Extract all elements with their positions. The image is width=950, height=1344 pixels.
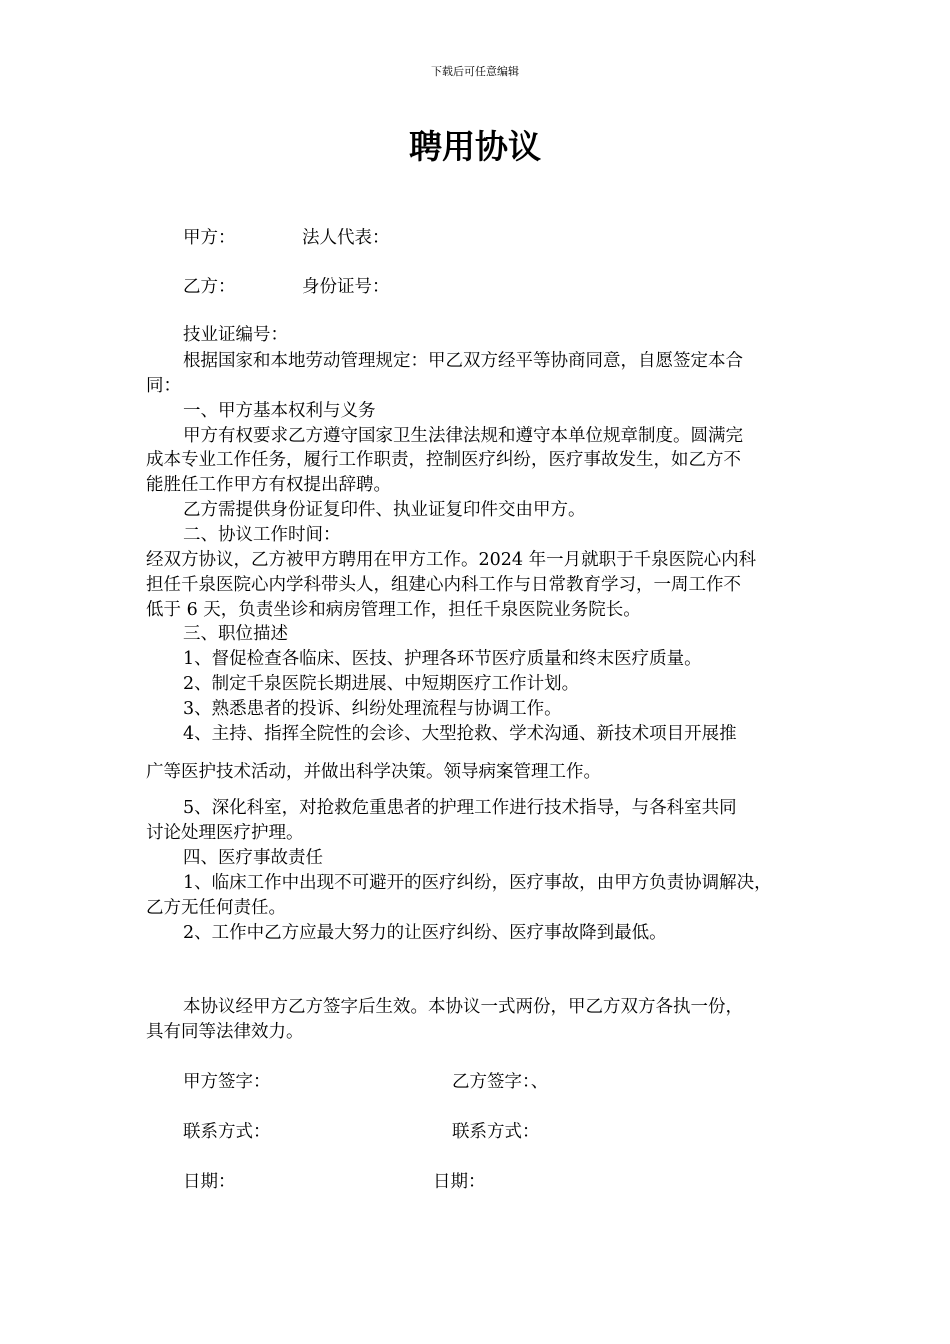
list-item: 5、深化科室，对抢救危重患者的护理工作进行技术指导，与各科室共同 — [183, 798, 737, 818]
party-b-label: 乙方： — [183, 277, 236, 297]
list-item-continuation: 广等医护技术活动，并做出科学决策。领导病案管理工作。 — [146, 762, 601, 782]
party-b-contact-label: 联系方式： — [452, 1122, 540, 1142]
list-item-continuation: 讨论处理医疗护理。 — [146, 823, 304, 843]
list-item: 2、制定千泉医院长期进展、中短期医疗工作计划。 — [183, 674, 580, 694]
party-a-label: 甲方： — [183, 228, 236, 248]
intro-line: 根据国家和本地劳动管理规定：甲乙双方经平等协商同意，自愿签定本合 — [183, 351, 743, 371]
id-number-label: 身份证号： — [302, 277, 390, 297]
paragraph-line: 经双方协议，乙方被甲方聘用在甲方工作。2024 年一月就职于千泉医院心内科 — [146, 550, 757, 570]
section-heading: 一、甲方基本权利与义务 — [183, 401, 376, 421]
party-b-signature-label: 乙方签字：、 — [452, 1072, 549, 1092]
list-item: 1、督促检查各临床、医技、护理各环节医疗质量和终末医疗质量。 — [183, 649, 702, 669]
section-heading: 三、职位描述 — [183, 624, 288, 644]
section-heading: 二、协议工作时间： — [183, 525, 341, 545]
legal-rep-label: 法人代表： — [302, 228, 390, 248]
closing-line: 本协议经甲方乙方签字后生效。本协议一式两份，甲乙方双方各执一份， — [183, 997, 743, 1017]
list-item: 3、熟悉患者的投诉、纠纷处理流程与协调工作。 — [183, 699, 562, 719]
paragraph-line: 低于 6 天，负责坐诊和病房管理工作，担任千泉医院业务院长。 — [146, 600, 641, 620]
list-item: 2、工作中乙方应最大努力的让医疗纠纷、医疗事故降到最低。 — [183, 923, 667, 943]
party-b-date-label: 日期： — [433, 1172, 486, 1192]
list-item-continuation: 乙方无任何责任。 — [146, 898, 286, 918]
paragraph-line: 甲方有权要求乙方遵守国家卫生法律法规和遵守本单位规章制度。圆满完 — [183, 426, 743, 446]
paragraph-line: 成本专业工作任务，履行工作职责，控制医疗纠纷，医疗事故发生，如乙方不 — [146, 450, 741, 470]
closing-line: 具有同等法律效力。 — [146, 1022, 304, 1042]
intro-line: 同： — [146, 376, 181, 396]
list-item: 1、临床工作中出现不可避开的医疗纠纷，医疗事故，由甲方负责协调解决， — [183, 873, 772, 893]
paragraph-line: 担任千泉医院心内学科带头人，组建心内科工作与日常教育学习，一周工作不 — [146, 575, 741, 595]
list-item: 4、主持、指挥全院性的会诊、大型抢救、学术沟通、新技术项目开展推 — [183, 724, 737, 744]
document-title: 聘用协议 — [409, 127, 541, 166]
header-note: 下载后可任意编辑 — [431, 65, 519, 78]
license-number-label: 技业证编号： — [183, 325, 288, 345]
paragraph-line: 乙方需提供身份证复印件、执业证复印件交由甲方。 — [183, 500, 586, 520]
section-heading: 四、医疗事故责任 — [183, 848, 323, 868]
party-a-signature-label: 甲方签字： — [183, 1072, 271, 1092]
party-a-date-label: 日期： — [183, 1172, 236, 1192]
paragraph-line: 能胜任工作甲方有权提出辞聘。 — [146, 475, 391, 495]
party-a-contact-label: 联系方式： — [183, 1122, 271, 1142]
